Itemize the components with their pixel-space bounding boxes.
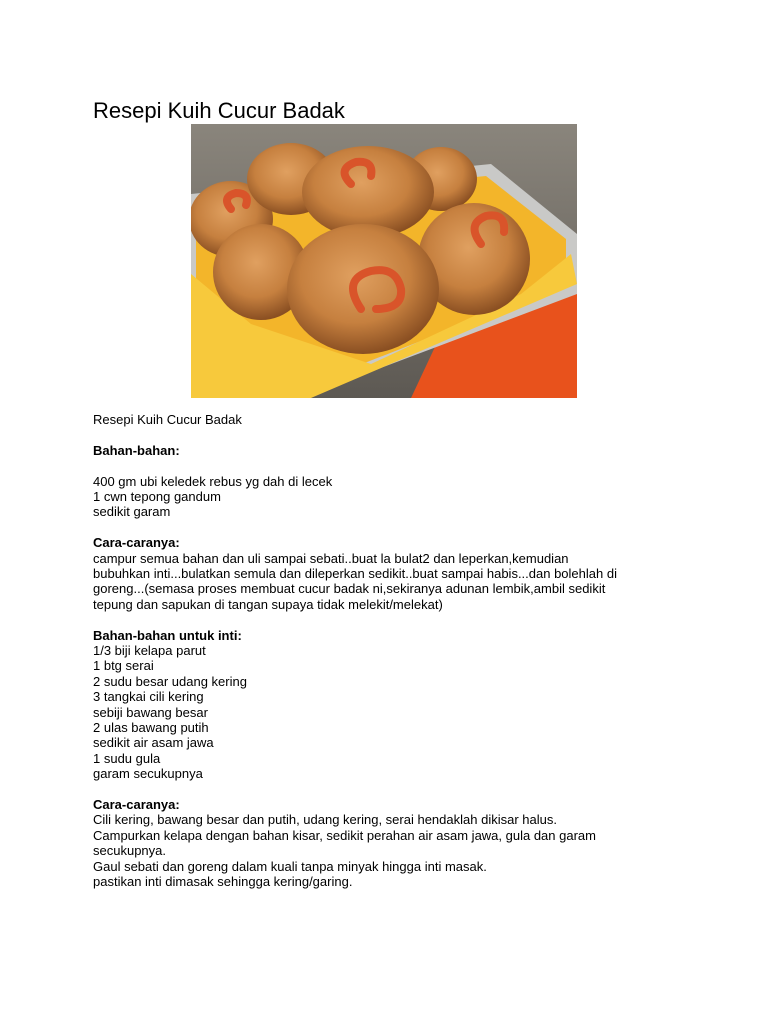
method-line: goreng...(semasa proses membuat cucur badak ni,sekiranya adunan lembik,ambil sedikit [93, 581, 606, 597]
list-item: sedikit air asam jawa [93, 735, 214, 751]
list-item: 3 tangkai cili kering [93, 689, 204, 705]
document-page [93, 98, 693, 124]
method-line: bubuhkan inti...bulatkan semula dan dileperkan sedikit..buat sampai habis...dan bolehlah di [93, 566, 617, 582]
method-line: pastikan inti dimasak sehingga kering/garing. [93, 874, 353, 890]
page-title: Resepi Kuih Cucur Badak [93, 98, 345, 123]
list-item: garam secukupnya [93, 766, 203, 782]
method-line: Cili kering, bawang besar dan putih, udang kering, serai hendaklah dikisar halus. [93, 812, 557, 828]
list-item: 2 ulas bawang putih [93, 720, 209, 736]
recipe-subtitle: Resepi Kuih Cucur Badak [93, 412, 242, 427]
list-item: 400 gm ubi keledek rebus yg dah di lecek [93, 473, 333, 489]
method-line: tepung dan sapukan di tangan supaya tidak melekit/melekat) [93, 596, 443, 612]
list-item: 1 btg serai [93, 658, 154, 674]
list-item: 1/3 biji kelapa parut [93, 643, 206, 659]
method-line: Campurkan kelapa dengan bahan kisar, sedikit perahan air asam jawa, gula dan garam [93, 827, 596, 843]
list-item: 2 sudu besar udang kering [93, 673, 247, 689]
list-item: 1 cwn tepong gandum [93, 489, 221, 504]
ingredients-heading: Bahan-bahan: [93, 442, 180, 458]
method-line: secukupnya. [93, 843, 166, 859]
list-item: sedikit garam [93, 504, 171, 520]
list-item: 1 sudu gula [93, 750, 161, 766]
method-line: campur semua bahan dan uli sampai sebati..buat la bulat2 dan leperkan,kemudian [93, 550, 569, 566]
list-item: sebiji bawang besar [93, 704, 208, 720]
method-heading: Cara-caranya: [93, 535, 180, 551]
filling-method-heading: Cara-caranya: [93, 797, 180, 813]
method-line: Gaul sebati dan goreng dalam kuali tanpa minyak hingga inti masak. [93, 858, 487, 874]
recipe-photo-illustration [191, 124, 577, 398]
recipe-photo [191, 124, 577, 398]
filling-ingredients-heading: Bahan-bahan untuk inti: [93, 627, 242, 643]
recipe-body [93, 412, 693, 890]
